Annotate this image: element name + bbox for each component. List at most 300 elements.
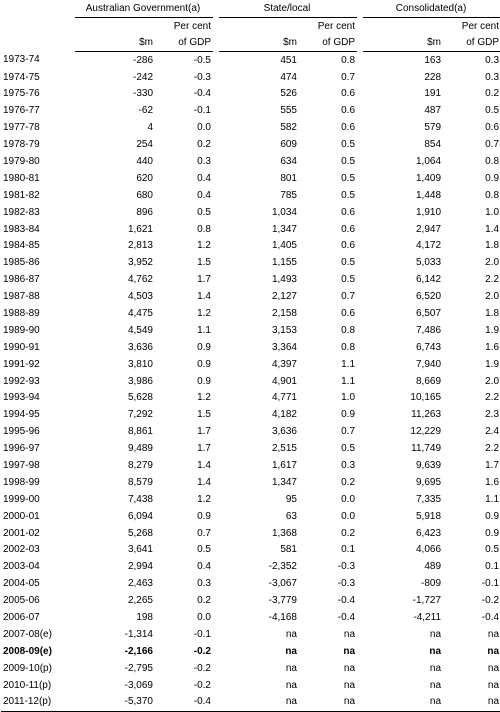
cell-year: 1990-91 bbox=[3, 341, 40, 353]
cell-year: 2008-09(e) bbox=[3, 645, 52, 657]
table-row bbox=[1, 238, 500, 255]
table-row bbox=[1, 525, 500, 542]
cell-state-pct-gdp: 0.3 bbox=[341, 459, 356, 471]
cell-state-pct-gdp: 0.7 bbox=[341, 426, 356, 438]
cell-consolidated-pct-gdp: na bbox=[487, 628, 500, 640]
cell-aus-dollars: 2,463 bbox=[127, 578, 153, 590]
cell-consolidated-dollars: 579 bbox=[424, 122, 442, 134]
cell-aus-pct-gdp: 1.5 bbox=[197, 409, 211, 421]
cell-aus-dollars: 440 bbox=[136, 155, 153, 167]
cell-aus-dollars: 4 bbox=[147, 122, 153, 134]
table-row bbox=[1, 373, 500, 390]
cell-consolidated-pct-gdp: 1.6 bbox=[485, 341, 500, 353]
cell-state-pct-gdp: 0.5 bbox=[341, 139, 356, 151]
cell-state-dollars: 2,127 bbox=[271, 291, 297, 303]
cell-state-dollars: 2,158 bbox=[271, 307, 297, 319]
cell-state-pct-gdp: na bbox=[343, 679, 356, 691]
cell-year: 2004-05 bbox=[3, 578, 40, 590]
cell-aus-dollars: 254 bbox=[136, 139, 153, 151]
table-row bbox=[1, 137, 500, 154]
cell-consolidated-dollars: 1,409 bbox=[415, 172, 442, 184]
cell-state-pct-gdp: 0.6 bbox=[341, 105, 356, 117]
cell-aus-pct-gdp: 1.4 bbox=[197, 459, 211, 471]
cell-aus-pct-gdp: 1.4 bbox=[197, 291, 211, 303]
cell-aus-pct-gdp: 1.2 bbox=[197, 493, 211, 505]
table-row bbox=[1, 491, 500, 508]
table-row bbox=[1, 339, 500, 356]
table-row bbox=[1, 272, 500, 289]
cell-aus-pct-gdp: -0.4 bbox=[155, 694, 213, 711]
cell-consolidated-dollars: na bbox=[429, 645, 442, 657]
cell-aus-dollars: -2,795 bbox=[124, 662, 153, 674]
cell-aus-pct-gdp: 0.5 bbox=[197, 206, 211, 218]
cell-state-pct-gdp: -0.3 bbox=[337, 561, 356, 573]
cell-state-pct-gdp: 0.6 bbox=[341, 206, 356, 218]
cell-year: 1982-83 bbox=[3, 206, 40, 218]
cell-aus-pct-gdp: 0.5 bbox=[197, 544, 211, 556]
cell-state-dollars: 2,515 bbox=[271, 443, 297, 455]
cell-state-pct-gdp: -0.3 bbox=[337, 578, 356, 590]
cell-state-dollars: na bbox=[285, 679, 297, 691]
cell-aus-pct-gdp: 0.3 bbox=[197, 155, 211, 167]
cell-consolidated-pct-gdp: 0.6 bbox=[485, 122, 500, 134]
cell-state-dollars: -3,779 bbox=[268, 595, 297, 607]
cell-aus-dollars: 1,621 bbox=[127, 223, 153, 235]
table-row bbox=[1, 474, 500, 491]
cell-consolidated-dollars: 6,743 bbox=[415, 341, 442, 353]
cell-state-dollars: 1,034 bbox=[271, 206, 297, 218]
cell-year: 1993-94 bbox=[3, 392, 40, 404]
table-row bbox=[1, 170, 500, 187]
cell-state-dollars: 634 bbox=[280, 155, 297, 167]
cell-year: 2001-02 bbox=[3, 527, 40, 539]
cell-consolidated-pct-gdp: 0.7 bbox=[485, 139, 500, 151]
cell-state-pct-gdp: 0.9 bbox=[341, 409, 356, 421]
cell-aus-pct-gdp: -0.1 bbox=[193, 105, 211, 117]
cell-year: 2006-07 bbox=[3, 612, 40, 623]
cell-consolidated-dollars: 7,335 bbox=[415, 493, 442, 505]
cell-consolidated-pct-gdp: 2.2 bbox=[485, 392, 500, 404]
cell-year: 2009-10(p) bbox=[3, 662, 52, 674]
cell-state-pct-gdp: 0.5 bbox=[341, 189, 356, 201]
cell-state-pct-gdp: na bbox=[343, 662, 356, 674]
table-row bbox=[1, 593, 500, 610]
cell-aus-dollars: -1,314 bbox=[124, 628, 153, 640]
cell-state-pct-gdp: 0.6 bbox=[341, 307, 356, 319]
cell-consolidated-dollars: -4,211 bbox=[413, 612, 442, 623]
cell-state-dollars: na bbox=[285, 645, 297, 657]
cell-state-pct-gdp: 0.8 bbox=[341, 324, 356, 336]
cell-consolidated-dollars: 5,033 bbox=[415, 257, 442, 269]
cell-aus-dollars: -242 bbox=[132, 71, 153, 83]
cell-consolidated-pct-gdp: 0.9 bbox=[485, 510, 500, 522]
cell-state-pct-gdp: 0.2 bbox=[341, 527, 356, 539]
table-row bbox=[1, 660, 500, 677]
cell-consolidated-dollars: 5,918 bbox=[415, 510, 442, 522]
cell-state-dollars: 1,347 bbox=[271, 223, 297, 235]
cell-state-pct-gdp: 0.0 bbox=[341, 510, 356, 522]
cell-aus-dollars: 620 bbox=[136, 172, 153, 184]
cell-state-pct-gdp: -0.4 bbox=[337, 595, 356, 607]
cell-consolidated-dollars: na bbox=[429, 679, 442, 691]
cell-consolidated-dollars: 11,749 bbox=[411, 443, 442, 455]
table-row bbox=[1, 441, 500, 458]
cell-state-dollars: 581 bbox=[280, 544, 297, 556]
table-row bbox=[1, 559, 500, 576]
cell-consolidated-dollars: -809 bbox=[421, 578, 442, 590]
table-row bbox=[1, 221, 500, 238]
cell-consolidated-pct-gdp: na bbox=[487, 645, 500, 657]
table-row bbox=[1, 643, 500, 660]
cell-year: 1975-76 bbox=[3, 88, 40, 100]
cell-year: 1991-92 bbox=[3, 358, 40, 370]
cell-aus-pct-gdp: -0.2 bbox=[193, 645, 211, 657]
header-of-gdp: of GDP bbox=[155, 35, 213, 52]
cell-state-pct-gdp: -0.4 bbox=[337, 612, 356, 623]
cell-aus-pct-gdp: 0.3 bbox=[197, 578, 211, 590]
cell-aus-dollars: -2,166 bbox=[124, 645, 153, 657]
cell-aus-pct-gdp: 0.2 bbox=[197, 595, 211, 607]
cell-state-dollars: na bbox=[285, 662, 297, 674]
cell-aus-dollars: 7,292 bbox=[127, 409, 153, 421]
cell-aus-pct-gdp: 0.4 bbox=[197, 189, 211, 201]
cell-consolidated-dollars: 163 bbox=[424, 54, 442, 66]
cell-consolidated-pct-gdp: 2.4 bbox=[485, 426, 500, 438]
table-row bbox=[1, 306, 500, 323]
cell-state-pct-gdp: 0.6 bbox=[341, 88, 356, 100]
cell-state-pct-gdp: 0.7 bbox=[341, 71, 356, 83]
table-row bbox=[1, 120, 500, 137]
cell-consolidated-dollars: 7,486 bbox=[415, 324, 442, 336]
cell-year: 1998-99 bbox=[3, 476, 40, 488]
cell-aus-pct-gdp: 1.5 bbox=[197, 257, 211, 269]
header-row-per-cent bbox=[1, 18, 500, 35]
cell-year: 1983-84 bbox=[3, 223, 40, 235]
cell-consolidated-dollars: 6,520 bbox=[415, 291, 442, 303]
cell-aus-dollars: 2,994 bbox=[127, 561, 153, 573]
cell-state-dollars: 1,493 bbox=[271, 274, 297, 286]
cell-consolidated-dollars: 6,507 bbox=[415, 307, 442, 319]
table-row bbox=[1, 52, 500, 69]
cell-consolidated-dollars: 487 bbox=[424, 105, 442, 117]
cell-year: 1978-79 bbox=[3, 139, 40, 151]
cell-consolidated-pct-gdp: 1.4 bbox=[485, 223, 500, 235]
cell-consolidated-pct-gdp: 2.2 bbox=[485, 443, 500, 455]
cell-aus-dollars: 896 bbox=[136, 206, 153, 218]
cell-state-dollars: -4,168 bbox=[268, 612, 297, 623]
cell-aus-dollars: 6,094 bbox=[127, 510, 153, 522]
cell-aus-dollars: 9,489 bbox=[127, 443, 153, 455]
cell-state-pct-gdp: na bbox=[343, 645, 356, 657]
cell-consolidated-pct-gdp: 0.2 bbox=[485, 88, 500, 100]
cell-aus-dollars: 198 bbox=[136, 612, 153, 623]
cell-state-dollars: 1,368 bbox=[271, 527, 297, 539]
cell-consolidated-pct-gdp: 0.5 bbox=[485, 105, 500, 117]
cell-aus-dollars: 8,579 bbox=[127, 476, 153, 488]
cell-aus-dollars: 5,628 bbox=[127, 392, 153, 404]
table-row bbox=[1, 508, 500, 525]
header-australian-government: Australian Government(a) bbox=[75, 1, 213, 18]
cell-aus-pct-gdp: 0.0 bbox=[197, 612, 211, 623]
cell-consolidated-pct-gdp: 0.3 bbox=[485, 54, 500, 66]
cell-year: 2007-08(e) bbox=[3, 628, 52, 640]
cell-state-pct-gdp: 1.1 bbox=[341, 375, 356, 387]
cell-year: 1989-90 bbox=[3, 324, 40, 336]
cell-state-pct-gdp: 0.6 bbox=[341, 223, 356, 235]
table-row bbox=[1, 576, 500, 593]
table-row bbox=[1, 255, 500, 272]
cell-consolidated-dollars: 9,695 bbox=[415, 476, 442, 488]
cell-state-pct-gdp: 0.5 bbox=[341, 155, 356, 167]
cell-consolidated-pct-gdp: 2.3 bbox=[485, 409, 500, 421]
cell-state-dollars: 555 bbox=[280, 105, 297, 117]
cell-year: 1976-77 bbox=[3, 105, 40, 117]
cell-consolidated-pct-gdp: 1.6 bbox=[485, 476, 500, 488]
cell-consolidated-pct-gdp: -0.2 bbox=[481, 595, 500, 607]
cell-year: 1984-85 bbox=[3, 240, 40, 252]
cell-state-dollars: 63 bbox=[285, 510, 297, 522]
cell-state-dollars: 4,182 bbox=[271, 409, 297, 421]
cell-state-pct-gdp: na bbox=[343, 628, 356, 640]
table-row bbox=[1, 86, 500, 103]
cell-state-dollars: 4,771 bbox=[271, 392, 297, 404]
table-row bbox=[1, 390, 500, 407]
table-row bbox=[1, 424, 500, 441]
table-row bbox=[1, 407, 500, 424]
cell-consolidated-dollars: 10,165 bbox=[410, 392, 442, 404]
cell-state-dollars: 609 bbox=[280, 139, 297, 151]
cell-state-pct-gdp: 0.1 bbox=[341, 544, 356, 556]
cell-aus-pct-gdp: 1.1 bbox=[197, 324, 211, 336]
cell-year: 1995-96 bbox=[3, 426, 40, 438]
table-row bbox=[1, 694, 500, 711]
cell-aus-pct-gdp: 1.7 bbox=[197, 443, 211, 455]
cell-aus-dollars: 4,503 bbox=[127, 291, 153, 303]
header-of-gdp: of GDP bbox=[443, 35, 500, 52]
cell-consolidated-dollars: 228 bbox=[424, 71, 442, 83]
cell-aus-pct-gdp: 1.2 bbox=[197, 240, 211, 252]
cell-state-dollars: 1,155 bbox=[271, 257, 297, 269]
table-row bbox=[1, 356, 500, 373]
cell-aus-dollars: 2,265 bbox=[127, 595, 153, 607]
cell-consolidated-dollars: 11,263 bbox=[411, 409, 442, 421]
cell-year: 1985-86 bbox=[3, 257, 40, 269]
cell-year: 1986-87 bbox=[3, 274, 40, 286]
table-row bbox=[1, 322, 500, 339]
cell-aus-pct-gdp: 1.2 bbox=[197, 307, 211, 319]
cell-state-dollars: 582 bbox=[280, 122, 297, 134]
table-row bbox=[1, 154, 500, 171]
cell-consolidated-dollars: 1,910 bbox=[415, 206, 442, 218]
cell-year: 1981-82 bbox=[3, 189, 40, 201]
cell-state-dollars: 526 bbox=[280, 88, 297, 100]
table-body bbox=[1, 52, 500, 712]
cell-aus-dollars: 2,813 bbox=[127, 240, 153, 252]
cell-state-dollars: 1,405 bbox=[271, 240, 297, 252]
cell-consolidated-pct-gdp: 0.8 bbox=[485, 189, 500, 201]
cell-aus-dollars: 680 bbox=[136, 189, 153, 201]
table-row bbox=[1, 626, 500, 643]
cell-state-dollars: na bbox=[219, 694, 299, 711]
header-per-cent: Per cent bbox=[461, 21, 500, 33]
cell-aus-dollars: 4,762 bbox=[127, 274, 153, 286]
cell-aus-pct-gdp: 0.9 bbox=[197, 375, 211, 387]
cell-consolidated-pct-gdp: 1.9 bbox=[485, 324, 500, 336]
cell-aus-pct-gdp: -0.2 bbox=[193, 662, 211, 674]
cell-consolidated-dollars: na bbox=[363, 694, 443, 711]
cell-aus-pct-gdp: 0.7 bbox=[197, 527, 211, 539]
cell-state-dollars: 3,153 bbox=[271, 324, 297, 336]
cell-aus-dollars: 3,636 bbox=[127, 341, 153, 353]
cell-state-pct-gdp: 0.7 bbox=[341, 291, 356, 303]
header-row-groups bbox=[1, 1, 500, 18]
cell-state-pct-gdp: 0.8 bbox=[341, 54, 356, 66]
cell-consolidated-pct-gdp: 2.2 bbox=[485, 274, 500, 286]
cell-aus-pct-gdp: 0.2 bbox=[197, 139, 211, 151]
cell-state-pct-gdp: 0.5 bbox=[341, 274, 356, 286]
cell-year: 1973-74 bbox=[3, 54, 40, 66]
cell-state-pct-gdp: 0.5 bbox=[341, 257, 356, 269]
cell-state-dollars: 4,397 bbox=[271, 358, 297, 370]
cell-consolidated-dollars: 9,639 bbox=[415, 459, 442, 471]
cell-aus-pct-gdp: -0.1 bbox=[193, 628, 211, 640]
cell-consolidated-dollars: na bbox=[429, 662, 442, 674]
cell-consolidated-pct-gdp: 2.0 bbox=[485, 291, 500, 303]
cell-consolidated-pct-gdp: 1.1 bbox=[485, 493, 500, 505]
cell-consolidated-pct-gdp: 1.8 bbox=[485, 240, 500, 252]
header-year-blank bbox=[1, 1, 75, 18]
cell-aus-dollars: -3,069 bbox=[124, 679, 153, 691]
cell-consolidated-dollars: na bbox=[429, 628, 442, 640]
cell-aus-pct-gdp: 0.9 bbox=[197, 358, 211, 370]
cell-state-dollars: 3,636 bbox=[271, 426, 297, 438]
cell-aus-pct-gdp: 1.7 bbox=[197, 426, 211, 438]
header-dollars-m: $m bbox=[219, 35, 299, 52]
header-per-cent: Per cent bbox=[173, 21, 211, 33]
header-dollars-m: $m bbox=[75, 35, 155, 52]
cell-consolidated-dollars: 6,423 bbox=[415, 527, 442, 539]
cell-year: 1974-75 bbox=[3, 71, 40, 83]
cell-consolidated-pct-gdp: 0.3 bbox=[485, 71, 500, 83]
cell-year: 2002-03 bbox=[3, 544, 40, 556]
cell-aus-pct-gdp: -0.2 bbox=[193, 679, 211, 691]
cell-aus-dollars: -286 bbox=[132, 54, 153, 66]
cell-state-pct-gdp: 0.5 bbox=[341, 172, 356, 184]
cell-consolidated-pct-gdp: 0.1 bbox=[485, 561, 500, 573]
cell-consolidated-pct-gdp: -0.1 bbox=[481, 578, 500, 590]
cell-state-dollars: 801 bbox=[280, 172, 297, 184]
cell-year: 2003-04 bbox=[3, 561, 40, 573]
cell-consolidated-dollars: 191 bbox=[424, 88, 442, 100]
cell-aus-dollars: 4,549 bbox=[127, 324, 153, 336]
cell-year: 2011-12(p) bbox=[1, 694, 75, 711]
cell-state-dollars: 785 bbox=[280, 189, 297, 201]
cell-year: 1977-78 bbox=[3, 122, 40, 134]
cell-year: 1987-88 bbox=[3, 291, 40, 303]
cell-year: 1994-95 bbox=[3, 409, 40, 421]
cell-consolidated-dollars: 4,066 bbox=[415, 544, 442, 556]
fiscal-balance-table bbox=[1, 1, 500, 712]
cell-consolidated-dollars: 2,947 bbox=[415, 223, 442, 235]
cell-aus-dollars: 3,986 bbox=[127, 375, 153, 387]
cell-consolidated-dollars: 12,229 bbox=[410, 426, 442, 438]
header-per-cent: Per cent bbox=[317, 21, 356, 33]
cell-consolidated-pct-gdp: na bbox=[487, 662, 500, 674]
cell-consolidated-dollars: -1,727 bbox=[412, 595, 442, 607]
cell-year: 1980-81 bbox=[3, 172, 40, 184]
header-state-local: State/local bbox=[219, 1, 357, 18]
cell-aus-pct-gdp: 1.2 bbox=[197, 392, 211, 404]
cell-year: 1996-97 bbox=[3, 443, 40, 455]
cell-aus-dollars: -62 bbox=[138, 105, 153, 117]
cell-aus-pct-gdp: 0.4 bbox=[197, 561, 211, 573]
table-row bbox=[1, 69, 500, 86]
cell-state-pct-gdp: 0.2 bbox=[341, 476, 356, 488]
cell-consolidated-dollars: 854 bbox=[424, 139, 442, 151]
cell-aus-pct-gdp: 0.4 bbox=[197, 172, 211, 184]
table-row bbox=[1, 289, 500, 306]
header-row-units bbox=[1, 35, 500, 52]
cell-aus-dollars: 4,475 bbox=[127, 307, 153, 319]
cell-aus-pct-gdp: 0.0 bbox=[197, 122, 211, 134]
cell-aus-pct-gdp: 1.4 bbox=[197, 476, 211, 488]
cell-aus-dollars: 3,641 bbox=[127, 544, 153, 556]
cell-year: 2005-06 bbox=[3, 595, 40, 607]
cell-consolidated-dollars: 8,669 bbox=[415, 375, 442, 387]
cell-aus-pct-gdp: -0.5 bbox=[193, 54, 211, 66]
cell-consolidated-pct-gdp: 1.8 bbox=[485, 307, 500, 319]
header-of-gdp: of GDP bbox=[299, 35, 357, 52]
cell-aus-dollars: 8,861 bbox=[127, 426, 153, 438]
cell-state-pct-gdp: 0.5 bbox=[341, 443, 356, 455]
cell-consolidated-dollars: 4,172 bbox=[415, 240, 442, 252]
cell-year: 1979-80 bbox=[3, 155, 40, 167]
cell-consolidated-pct-gdp: na bbox=[487, 679, 500, 691]
cell-consolidated-pct-gdp: 0.9 bbox=[485, 527, 500, 539]
cell-consolidated-pct-gdp: 2.0 bbox=[485, 257, 500, 269]
cell-state-pct-gdp: 0.8 bbox=[341, 341, 356, 353]
cell-state-dollars: -2,352 bbox=[268, 561, 297, 573]
header-dollars-m: $m bbox=[363, 35, 443, 52]
cell-year: 1999-00 bbox=[3, 493, 40, 505]
cell-consolidated-pct-gdp: 0.5 bbox=[485, 544, 500, 556]
cell-state-dollars: 1,617 bbox=[271, 459, 297, 471]
cell-state-pct-gdp: 0.6 bbox=[341, 122, 356, 134]
cell-state-dollars: 3,364 bbox=[271, 341, 297, 353]
cell-aus-dollars: -5,370 bbox=[75, 694, 155, 711]
cell-consolidated-dollars: 1,448 bbox=[415, 189, 442, 201]
cell-consolidated-dollars: 7,940 bbox=[415, 358, 442, 370]
table-row bbox=[1, 187, 500, 204]
cell-state-pct-gdp: 0.6 bbox=[341, 240, 356, 252]
table-row bbox=[1, 542, 500, 559]
cell-year: 1997-98 bbox=[3, 459, 40, 471]
cell-state-pct-gdp: 1.1 bbox=[341, 358, 356, 370]
cell-state-dollars: na bbox=[285, 628, 297, 640]
cell-consolidated-dollars: 6,142 bbox=[415, 274, 442, 286]
cell-state-dollars: 95 bbox=[285, 493, 297, 505]
table-row bbox=[1, 677, 500, 694]
cell-consolidated-pct-gdp: 1.7 bbox=[485, 459, 500, 471]
header-consolidated: Consolidated(a) bbox=[363, 1, 500, 18]
cell-state-pct-gdp: na bbox=[299, 694, 357, 711]
cell-year: 2000-01 bbox=[3, 510, 40, 522]
cell-state-dollars: 474 bbox=[280, 71, 297, 83]
cell-consolidated-pct-gdp: na bbox=[443, 694, 500, 711]
cell-consolidated-dollars: 1,064 bbox=[415, 155, 442, 167]
cell-aus-pct-gdp: -0.4 bbox=[193, 88, 211, 100]
cell-consolidated-pct-gdp: 0.9 bbox=[485, 172, 500, 184]
